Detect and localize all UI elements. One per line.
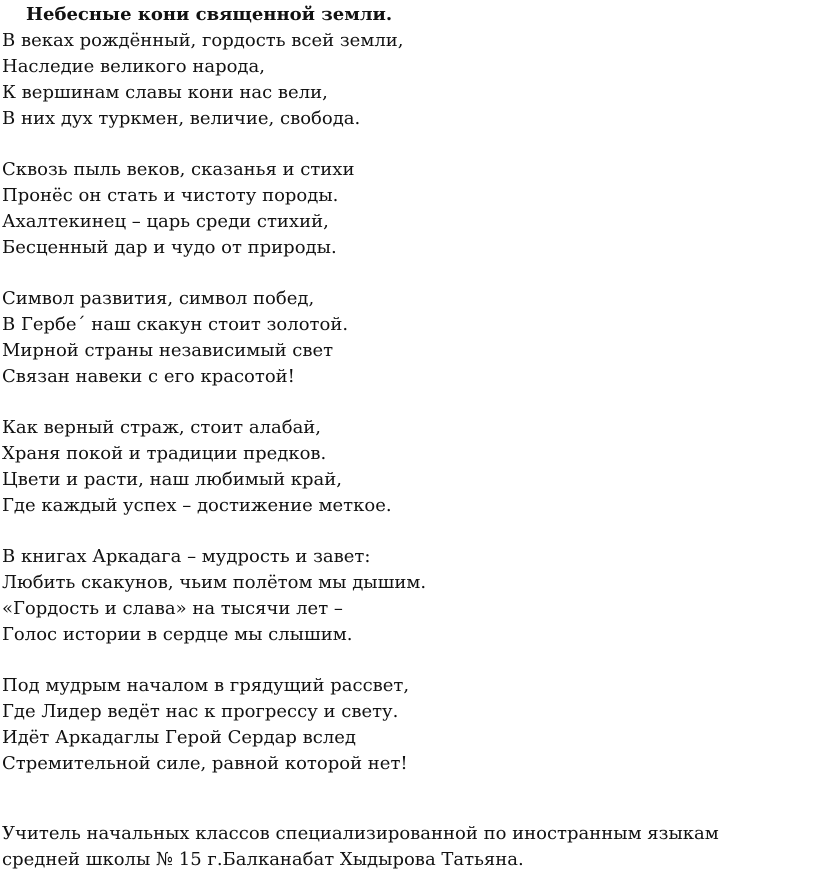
stanza-4	[2, 415, 814, 519]
stanza-gap	[2, 390, 814, 415]
poem-line: Идёт Аркадаглы Герой Сердар вслед	[2, 727, 357, 748]
poem-line: Где каждый успех – достижение меткое.	[2, 495, 392, 516]
poem-line: К вершинам славы кони нас вели,	[2, 82, 328, 103]
poem-line: Наследие великого народа,	[2, 56, 265, 77]
poem-line: Ахалтекинец – царь среди стихий,	[2, 211, 329, 232]
stanza-2	[2, 157, 814, 261]
poem-title: Небесные кони священной земли.	[26, 4, 393, 25]
poem-line: Стремительной силе, равной которой нет!	[2, 753, 408, 774]
stanza-gap	[2, 648, 814, 673]
document-page	[2, 0, 814, 873]
poem-line: «Гордость и слава» на тысячи лет –	[2, 598, 343, 619]
poem-line: Сквозь пыль веков, сказанья и стихи	[2, 159, 355, 180]
poem-line: Пронёс он стать и чистоту породы.	[2, 185, 339, 206]
poem-line: В веках рождённый, гордость всей земли,	[2, 30, 404, 51]
poem-line: Любить скакунов, чьим полётом мы дышим.	[2, 572, 427, 593]
poem-line: В книгах Аркадага – мудрость и завет:	[2, 546, 371, 567]
poem-line: Под мудрым началом в грядущий рассвет,	[2, 675, 410, 696]
poem-line: Бесценный дар и чудо от природы.	[2, 237, 337, 258]
author-gap	[2, 777, 814, 821]
stanza-6	[2, 673, 814, 777]
poem-line: Голос истории в сердце мы слышим.	[2, 624, 353, 645]
author-signature	[2, 821, 814, 873]
stanza-gap	[2, 132, 814, 157]
poem-line: Как верный страж, стоит алабай,	[2, 417, 322, 438]
poem-line: Где Лидер ведёт нас к прогрессу и свету.	[2, 701, 399, 722]
stanza-3	[2, 286, 814, 390]
poem-line: Храня покой и традиции предков.	[2, 443, 327, 464]
stanza-1	[2, 28, 814, 132]
author-line: средней школы № 15 г.Балканабат Хыдырова Татьяна.	[2, 849, 524, 870]
poem-line: Связан навеки с его красотой!	[2, 366, 295, 387]
stanza-gap	[2, 519, 814, 544]
poem-line: В Гербе´ наш скакун стоит золотой.	[2, 314, 349, 335]
poem-line: Цвети и расти, наш любимый край,	[2, 469, 343, 490]
poem-line: В них дух туркмен, величие, свобода.	[2, 108, 361, 129]
stanza-gap	[2, 261, 814, 286]
poem-line: Мирной страны независимый свет	[2, 340, 334, 361]
stanza-5	[2, 544, 814, 648]
poem-line: Символ развития, символ побед,	[2, 288, 315, 309]
author-line: Учитель начальных классов специализированной по иностранным языкам	[2, 823, 719, 844]
